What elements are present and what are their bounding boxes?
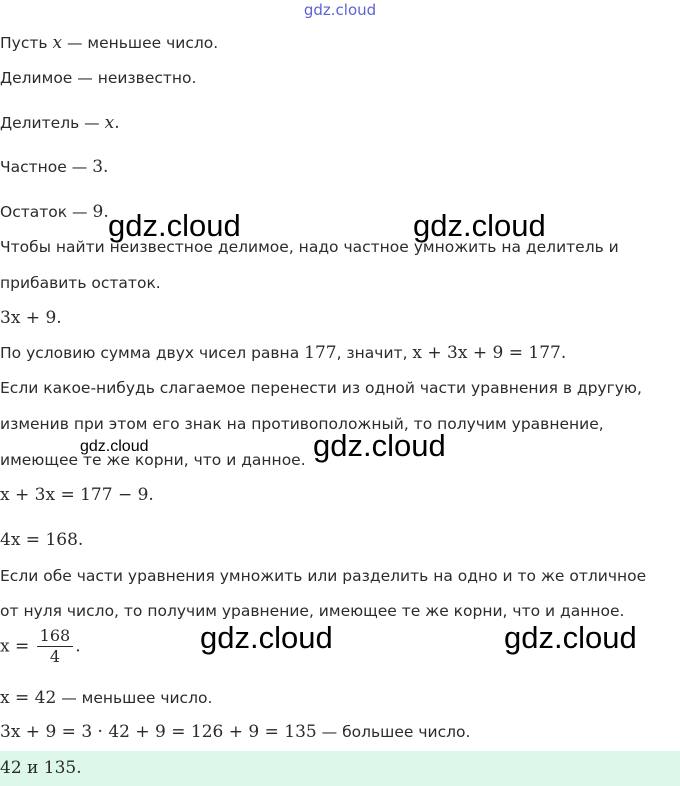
formula-line-8: 3x + 9.	[0, 308, 62, 328]
text-line-9: По условию сумма двух чисел равна 177, значит, x + 3x + 9 = 177.	[0, 343, 567, 363]
text-line-18: x = 42 — меньшее число.	[0, 688, 213, 708]
text-line-19: 3x + 9 = 3 · 42 + 9 = 126 + 9 = 135 — большее число.	[0, 722, 471, 742]
text-line-11: изменив при этом его знак на противоположный, то получим уравнение,	[0, 415, 604, 433]
text-line-16: от нуля число, то получим уравнение, имеющее те же корни, что и данное.	[0, 602, 625, 620]
watermark-3: gdz.cloud	[80, 438, 149, 455]
text-line-15: Если обе части уравнения умножить или разделить на одно и то же отличное	[0, 567, 647, 585]
text-line-3: Делитель — x.	[0, 113, 120, 133]
watermark-1: gdz.cloud	[108, 208, 241, 243]
text-line-5: Остаток — 9.	[0, 202, 109, 222]
text-line-7: прибавить остаток.	[0, 274, 161, 292]
header-watermark: gdz.cloud	[303, 1, 377, 19]
text-line-12: имеющее те же корни, что и данное.	[0, 451, 306, 469]
formula-line-14: 4x = 168.	[0, 530, 84, 550]
text-line-4: Частное — 3.	[0, 157, 109, 177]
formula-line-13: x + 3x = 177 − 9.	[0, 485, 154, 505]
formula-line-17: x = $\frac{168}{4}$ .	[0, 626, 81, 666]
answer-text: 42 и 135.	[0, 758, 82, 778]
watermark-4: gdz.cloud	[313, 428, 446, 463]
watermark-2: gdz.cloud	[413, 208, 546, 243]
text-line-1: Пусть x — меньшее число.	[0, 33, 219, 53]
text-line-6: Чтобы найти неизвестное делимое, надо частное умножить на делитель и	[0, 238, 619, 256]
text-line-10: Если какое-нибудь слагаемое перенести из одной части уравнения в другую,	[0, 379, 642, 397]
fraction: $\frac{168}{4}$	[37, 626, 74, 667]
watermark-6: gdz.cloud	[504, 620, 637, 655]
watermark-5: gdz.cloud	[200, 620, 333, 655]
answer-box	[0, 751, 680, 786]
text-line-2: Делимое — неизвестно.	[0, 69, 197, 87]
